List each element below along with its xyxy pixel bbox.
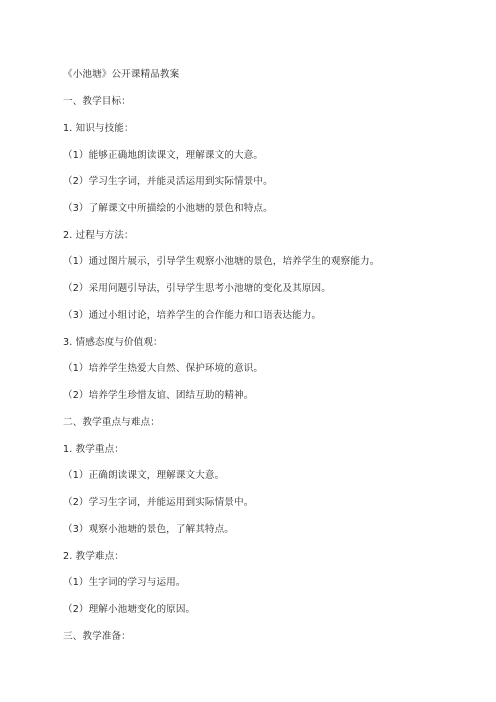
document-title: 《小池塘》公开课精品教案 xyxy=(63,69,180,80)
list-item: （3）观察小池塘的景色，了解其特点。 xyxy=(63,524,234,535)
list-item: （2）理解小池塘变化的原因。 xyxy=(63,604,196,615)
list-item: （1）能够正确地朗读课文，理解课文的大意。 xyxy=(63,150,264,161)
list-item: （1）培养学生热爱大自然、保护环境的意识。 xyxy=(63,363,264,374)
list-item: （3）了解课文中所描绘的小池塘的景色和特点。 xyxy=(63,203,273,214)
list-item: （2）采用问题引导法，引导学生思考小池塘的变化及其原因。 xyxy=(63,283,331,294)
list-item: （1）正确朗读课文，理解课文大意。 xyxy=(63,470,225,481)
section-heading-objectives: 一、教学目标： xyxy=(63,96,131,107)
list-item: （3）通过小组讨论，培养学生的合作能力和口语表达能力。 xyxy=(63,310,322,321)
subheading-knowledge-skills: 1. 知识与技能： xyxy=(63,123,134,134)
list-item: （2）学习生字词，并能运用到实际情景中。 xyxy=(63,497,254,508)
list-item: （1）通过图片展示，引导学生观察小池塘的景色，培养学生的观察能力。 xyxy=(63,256,380,267)
list-item: （1）生字词的学习与运用。 xyxy=(63,577,186,588)
subheading-key-points: 1. 教学重点： xyxy=(63,444,124,455)
section-heading-preparation: 三、教学准备： xyxy=(63,631,131,642)
subheading-process-methods: 2. 过程与方法： xyxy=(63,230,134,241)
list-item: （2）培养学生珍惜友谊、团结互助的精神。 xyxy=(63,390,254,401)
subheading-attitudes-values: 3. 情感态度与价值观： xyxy=(63,337,163,348)
section-heading-key-difficult-points: 二、教学重点与难点： xyxy=(63,417,160,428)
list-item: （2）学习生字词，并能灵活运用到实际情景中。 xyxy=(63,176,273,187)
subheading-difficult-points: 2. 教学难点： xyxy=(63,551,124,562)
